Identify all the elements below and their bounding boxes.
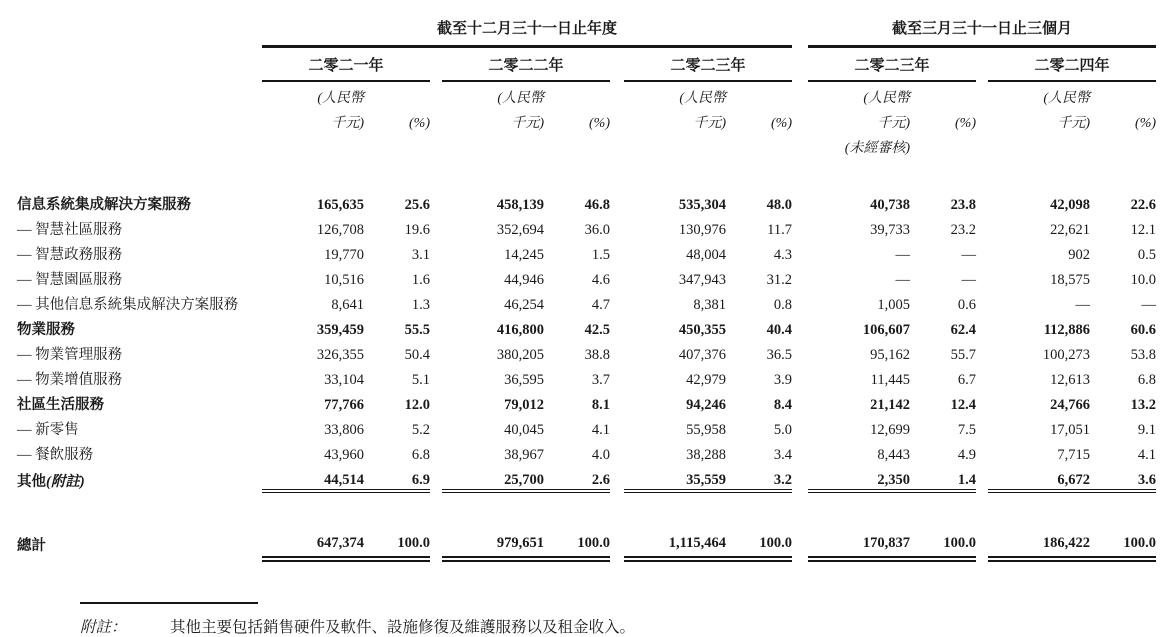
- amount-cell: —: [895, 247, 911, 263]
- percent-cell: 4.7: [591, 297, 610, 313]
- percent-cell: 1.6: [411, 272, 430, 288]
- percent-cell: 100.0: [910, 523, 976, 559]
- percent-cell: 5.1: [411, 372, 430, 388]
- column-spacer: [792, 414, 808, 439]
- amount-cell: 46,254: [504, 297, 544, 313]
- group-gap: [976, 107, 988, 132]
- row-label: 社區生活服務: [17, 397, 104, 413]
- percent-cell: 46.8: [584, 197, 610, 213]
- table-row: [17, 339, 1156, 364]
- header-cell-empty: [910, 132, 976, 157]
- column-spacer: [792, 464, 808, 491]
- percent-cell: 48.0: [766, 197, 793, 213]
- percent-cell: 36.0: [584, 222, 610, 238]
- percent-header: (%): [1135, 116, 1157, 131]
- row-label-note: (附註): [46, 474, 85, 490]
- amount-cell: 100,273: [1042, 347, 1091, 363]
- amount-cell: 36,595: [504, 372, 544, 388]
- percent-cell: 53.8: [1130, 347, 1157, 363]
- percent-cell: 6.7: [957, 372, 977, 388]
- footnote-divider: [80, 602, 258, 604]
- row-label: 物業服務: [17, 322, 75, 338]
- amount-cell: 77,766: [324, 397, 364, 413]
- year-header-2023-q1: 二零二三年: [808, 47, 976, 82]
- currency-unit-label: 千元): [877, 116, 911, 131]
- percent-cell: 40.4: [766, 322, 793, 338]
- amount-cell: 17,051: [1050, 422, 1091, 438]
- amount-cell: 10,516: [324, 272, 364, 288]
- percent-cell: 4.1: [591, 422, 610, 438]
- percent-cell: 1.3: [411, 297, 430, 313]
- amount-cell: 38,288: [686, 447, 726, 463]
- header-cell-empty: [726, 81, 792, 107]
- table-row: [17, 314, 1156, 339]
- column-spacer: [610, 239, 624, 264]
- amount-cell: 979,651: [442, 523, 544, 559]
- column-spacer: [430, 364, 442, 389]
- header-label-spacer: [17, 107, 262, 132]
- percent-cell: 7.5: [957, 422, 977, 438]
- amount-cell: 126,708: [316, 222, 364, 238]
- amount-cell: 165,635: [316, 197, 364, 213]
- percent-cell: 6.8: [1137, 372, 1157, 388]
- row-label: — 智慧社區服務: [17, 222, 123, 238]
- column-spacer: [792, 523, 808, 559]
- group-gap: [792, 47, 808, 82]
- column-spacer: [792, 214, 808, 239]
- amount-cell: 25,700: [442, 464, 544, 491]
- amount-cell: 8,443: [877, 447, 911, 463]
- column-spacer: [976, 364, 988, 389]
- percent-header: (%): [589, 116, 610, 131]
- header-label-spacer: [17, 132, 262, 157]
- column-spacer: [792, 314, 808, 339]
- currency-unit-label: 千元): [331, 116, 364, 131]
- percent-cell: 23.8: [950, 197, 977, 213]
- column-spacer: [976, 214, 988, 239]
- column-spacer: [792, 339, 808, 364]
- group-gap: [610, 47, 624, 82]
- column-spacer: [792, 364, 808, 389]
- table-row: [17, 239, 1156, 264]
- currency-unit-label: 千元): [1057, 116, 1091, 131]
- percent-cell: 4.1: [1137, 447, 1157, 463]
- column-spacer: [976, 314, 988, 339]
- column-spacer: [610, 264, 624, 289]
- percent-header: (%): [771, 116, 793, 131]
- percent-cell: 50.4: [404, 347, 430, 363]
- amount-cell: 55,958: [686, 422, 726, 438]
- header-cell-empty: [364, 132, 430, 157]
- percent-cell: 3.6: [1090, 464, 1156, 491]
- amount-cell: 170,837: [808, 523, 910, 559]
- amount-cell: —: [1075, 297, 1091, 313]
- table-row: [17, 214, 1156, 239]
- group-gap: [430, 81, 442, 107]
- currency-unit-label: 千元): [693, 116, 726, 131]
- amount-cell: 79,012: [504, 397, 544, 413]
- unaudited-header-row: [17, 132, 1156, 157]
- amount-cell: 33,806: [324, 422, 364, 438]
- percent-cell: 11.7: [767, 222, 793, 238]
- header-cell-empty: [624, 132, 726, 157]
- amount-cell: 450,355: [678, 322, 726, 338]
- row-label: — 物業管理服務: [17, 347, 123, 363]
- percent-cell: 12.4: [950, 397, 977, 413]
- table-row: [17, 389, 1156, 414]
- amount-cell: 42,098: [1050, 197, 1091, 213]
- percent-cell: 0.6: [957, 297, 977, 313]
- year-header-row: [17, 47, 1156, 82]
- percent-cell: 19.6: [404, 222, 430, 238]
- amount-cell: 19,770: [324, 247, 364, 263]
- percent-cell: 4.3: [773, 247, 793, 263]
- table-row: [17, 414, 1156, 439]
- currency-unit-label: 千元): [511, 116, 544, 131]
- footnote: [80, 602, 1173, 637]
- column-spacer: [430, 414, 442, 439]
- amount-cell: —: [895, 272, 911, 288]
- percent-cell: 31.2: [766, 272, 793, 288]
- percent-cell: 2.6: [544, 464, 610, 491]
- year-header-2022: 二零二二年: [442, 47, 610, 82]
- percent-cell: 22.6: [1130, 197, 1157, 213]
- column-spacer: [430, 214, 442, 239]
- annual-period-header: 截至十二月三十一日止年度: [262, 8, 792, 47]
- amount-cell: 43,960: [324, 447, 364, 463]
- column-spacer: [976, 239, 988, 264]
- row-label: 其他(附註): [17, 474, 85, 490]
- currency-header-row-1: [17, 81, 1156, 107]
- amount-cell: 8,381: [693, 297, 726, 313]
- group-gap: [976, 81, 988, 107]
- group-gap: [610, 81, 624, 107]
- footnote-label: 附註：: [80, 619, 127, 636]
- column-spacer: [976, 464, 988, 491]
- amount-cell: 535,304: [678, 197, 726, 213]
- column-spacer: [976, 264, 988, 289]
- percent-cell: 38.8: [584, 347, 610, 363]
- amount-cell: 416,800: [496, 322, 544, 338]
- amount-cell: 40,738: [870, 197, 911, 213]
- amount-cell: 18,575: [1050, 272, 1091, 288]
- percent-cell: 55.7: [950, 347, 977, 363]
- percent-cell: 3.2: [726, 464, 792, 491]
- percent-cell: 100.0: [1090, 523, 1156, 559]
- amount-cell: 33,104: [324, 372, 364, 388]
- percent-header: (%): [955, 116, 977, 131]
- amount-cell: 186,422: [988, 523, 1090, 559]
- table-row: [17, 439, 1156, 464]
- header-cell-empty: [262, 132, 364, 157]
- percent-cell: 13.2: [1130, 397, 1157, 413]
- column-spacer: [430, 239, 442, 264]
- group-gap: [610, 107, 624, 132]
- amount-cell: 35,559: [624, 464, 726, 491]
- column-spacer: [610, 389, 624, 414]
- amount-cell: 21,142: [870, 397, 911, 413]
- quarterly-period-header: 截至三月三十一日止三個月: [808, 8, 1156, 47]
- percent-cell: 10.0: [1130, 272, 1157, 288]
- percent-cell: 6.8: [411, 447, 430, 463]
- percent-cell: 100.0: [726, 523, 792, 559]
- group-gap: [610, 132, 624, 157]
- column-spacer: [610, 189, 624, 214]
- table-row: [17, 189, 1156, 214]
- amount-cell: 130,976: [678, 222, 726, 238]
- period-header-row: [17, 8, 1156, 47]
- group-gap: [976, 47, 988, 82]
- column-spacer: [430, 189, 442, 214]
- column-spacer: [610, 414, 624, 439]
- currency-label: (人民幣: [1043, 91, 1091, 106]
- group-gap: [792, 81, 808, 107]
- column-spacer: [976, 339, 988, 364]
- row-label: — 物業增值服務: [17, 372, 123, 388]
- table-row: [17, 264, 1156, 289]
- percent-cell: —: [1141, 297, 1157, 313]
- column-spacer: [610, 314, 624, 339]
- percent-cell: 23.2: [950, 222, 977, 238]
- group-gap: [792, 107, 808, 132]
- group-gap: [430, 132, 442, 157]
- header-cell-empty: [442, 132, 544, 157]
- column-spacer: [792, 264, 808, 289]
- amount-cell: 94,246: [686, 397, 726, 413]
- percent-cell: 4.6: [591, 272, 610, 288]
- amount-cell: 44,514: [262, 464, 364, 491]
- currency-label: (人民幣: [317, 91, 364, 106]
- header-cell-empty: [364, 81, 430, 107]
- percent-cell: 12.1: [1130, 222, 1157, 238]
- amount-cell: 1,005: [877, 297, 911, 313]
- amount-cell: 2,350: [808, 464, 910, 491]
- table-body: [17, 189, 1156, 559]
- row-label: — 智慧政務服務: [17, 247, 123, 263]
- percent-cell: 4.0: [591, 447, 610, 463]
- amount-cell: 902: [1068, 247, 1091, 263]
- table-row: [17, 464, 1156, 491]
- amount-cell: 347,943: [678, 272, 726, 288]
- header-cell-empty: [1090, 81, 1156, 107]
- percent-cell: 62.4: [950, 322, 977, 338]
- amount-cell: 44,946: [504, 272, 544, 288]
- percent-cell: 3.7: [591, 372, 610, 388]
- column-spacer: [610, 464, 624, 491]
- column-spacer: [430, 339, 442, 364]
- percent-cell: 9.1: [1137, 422, 1157, 438]
- column-spacer: [610, 289, 624, 314]
- column-spacer: [976, 439, 988, 464]
- currency-label: (人民幣: [497, 91, 544, 106]
- amount-cell: 95,162: [870, 347, 911, 363]
- column-spacer: [976, 389, 988, 414]
- percent-header: (%): [409, 116, 430, 131]
- header-cell-empty: [726, 132, 792, 157]
- percent-cell: —: [961, 247, 977, 263]
- amount-cell: 6,672: [988, 464, 1090, 491]
- amount-cell: 8,641: [331, 297, 364, 313]
- percent-cell: 4.9: [957, 447, 977, 463]
- percent-cell: 12.0: [404, 397, 430, 413]
- percent-cell: 42.5: [584, 322, 610, 338]
- percent-cell: 3.4: [773, 447, 793, 463]
- column-spacer: [430, 314, 442, 339]
- percent-cell: 100.0: [364, 523, 430, 559]
- pre-total-gap: [17, 491, 1156, 523]
- group-gap: [430, 107, 442, 132]
- amount-cell: 647,374: [262, 523, 364, 559]
- amount-cell: 106,607: [862, 322, 911, 338]
- amount-cell: 11,445: [870, 372, 911, 388]
- percent-cell: 6.9: [364, 464, 430, 491]
- row-label: 總計: [17, 538, 46, 554]
- header-cell-empty: [988, 132, 1090, 157]
- amount-cell: 22,621: [1050, 222, 1091, 238]
- header-body-gap: [17, 157, 1156, 189]
- percent-cell: 3.9: [773, 372, 793, 388]
- percent-cell: 3.1: [411, 247, 430, 263]
- group-gap: [976, 132, 988, 157]
- header-cell-empty: [544, 81, 610, 107]
- column-spacer: [430, 389, 442, 414]
- amount-cell: 359,459: [316, 322, 364, 338]
- amount-cell: 7,715: [1057, 447, 1091, 463]
- amount-cell: 1,115,464: [624, 523, 726, 559]
- header-cell-empty: [544, 132, 610, 157]
- year-header-2021: 二零二一年: [262, 47, 430, 82]
- row-label: — 其他信息系統集成解決方案服務: [17, 297, 239, 313]
- amount-cell: 352,694: [496, 222, 544, 238]
- column-spacer: [792, 189, 808, 214]
- column-spacer: [976, 414, 988, 439]
- column-spacer: [792, 389, 808, 414]
- column-spacer: [792, 239, 808, 264]
- total-row: [17, 523, 1156, 559]
- header-label-spacer: [17, 47, 262, 82]
- amount-cell: 42,979: [686, 372, 726, 388]
- percent-cell: 1.5: [591, 247, 610, 263]
- column-spacer: [792, 289, 808, 314]
- amount-cell: 458,139: [496, 197, 544, 213]
- group-gap: [792, 132, 808, 157]
- column-spacer: [430, 264, 442, 289]
- currency-header-row-2: [17, 107, 1156, 132]
- amount-cell: 112,886: [1043, 322, 1091, 338]
- percent-cell: 5.2: [411, 422, 430, 438]
- year-header-2023: 二零二三年: [624, 47, 792, 82]
- group-gap: [792, 8, 808, 47]
- percent-cell: 100.0: [544, 523, 610, 559]
- column-spacer: [610, 523, 624, 559]
- column-spacer: [610, 364, 624, 389]
- group-gap: [430, 47, 442, 82]
- percent-cell: 5.0: [773, 422, 793, 438]
- amount-cell: 38,967: [504, 447, 544, 463]
- gap-cell: [17, 157, 1156, 189]
- gap-cell: [17, 491, 1156, 523]
- amount-cell: 39,733: [870, 222, 911, 238]
- percent-cell: 55.5: [404, 322, 430, 338]
- column-spacer: [610, 339, 624, 364]
- amount-cell: 407,376: [678, 347, 726, 363]
- row-label: — 新零售: [17, 422, 79, 438]
- amount-cell: 24,766: [1050, 397, 1091, 413]
- column-spacer: [610, 214, 624, 239]
- amount-cell: 12,699: [870, 422, 911, 438]
- column-spacer: [792, 439, 808, 464]
- header-cell-empty: [910, 81, 976, 107]
- footnote-text: 其他主要包括銷售硬件及軟件、設施修復及維護服務以及租金收入。: [170, 619, 636, 636]
- column-spacer: [430, 289, 442, 314]
- percent-cell: 8.4: [773, 397, 793, 413]
- amount-cell: 12,613: [1050, 372, 1091, 388]
- year-header-2024-q1: 二零二四年: [988, 47, 1156, 82]
- percent-cell: —: [961, 272, 977, 288]
- row-label: 信息系統集成解決方案服務: [17, 197, 191, 213]
- header-cell-empty: [1090, 132, 1156, 157]
- amount-cell: 14,245: [504, 247, 544, 263]
- currency-label: (人民幣: [863, 91, 911, 106]
- table-row: [17, 289, 1156, 314]
- header-label-spacer: [17, 8, 262, 47]
- percent-cell: 36.5: [766, 347, 793, 363]
- row-label: — 智慧園區服務: [17, 272, 123, 288]
- column-spacer: [610, 439, 624, 464]
- percent-cell: 25.6: [404, 197, 430, 213]
- amount-cell: 326,355: [316, 347, 364, 363]
- currency-label: (人民幣: [679, 91, 726, 106]
- column-spacer: [976, 289, 988, 314]
- percent-cell: 1.4: [910, 464, 976, 491]
- percent-cell: 8.1: [591, 397, 610, 413]
- column-spacer: [430, 439, 442, 464]
- column-spacer: [430, 464, 442, 491]
- table-row: [17, 364, 1156, 389]
- column-spacer: [976, 189, 988, 214]
- row-label: — 餐飲服務: [17, 447, 94, 463]
- revenue-breakdown-table: [17, 8, 1156, 562]
- amount-cell: 40,045: [504, 422, 544, 438]
- unaudited-label: (未經審核): [844, 141, 911, 156]
- amount-cell: 380,205: [496, 347, 544, 363]
- column-spacer: [430, 523, 442, 559]
- header-label-spacer: [17, 81, 262, 107]
- column-spacer: [976, 523, 988, 559]
- percent-cell: 0.5: [1137, 247, 1157, 263]
- percent-cell: 60.6: [1130, 322, 1157, 338]
- percent-cell: 0.8: [773, 297, 793, 313]
- amount-cell: 48,004: [686, 247, 726, 263]
